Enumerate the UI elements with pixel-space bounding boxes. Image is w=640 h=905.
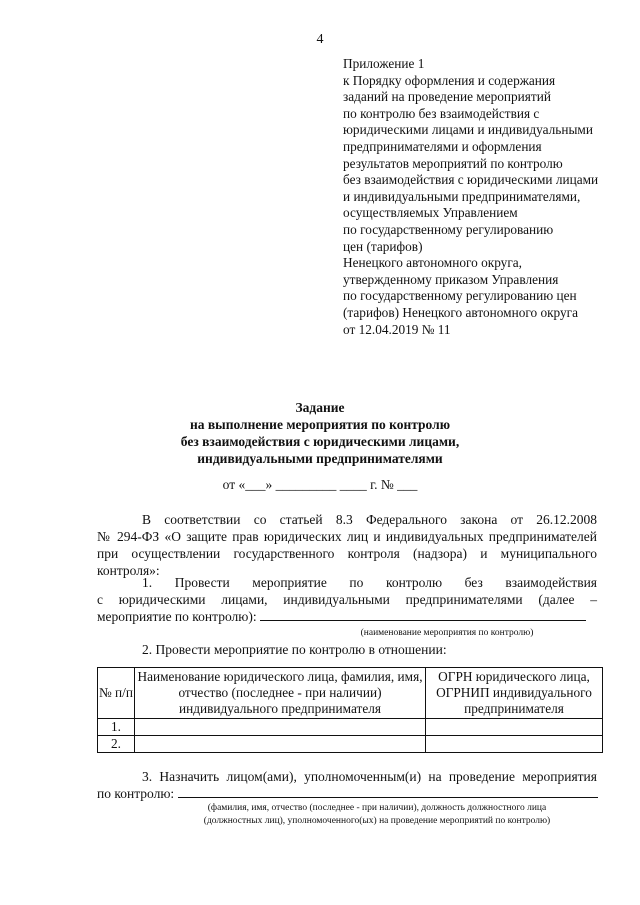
- item1-line: с юридическими лицами, индивидуальными предпринимателями (далее –: [97, 592, 597, 607]
- row-num: 1.: [98, 719, 135, 736]
- appendix-line: результатов мероприятий по контролю: [343, 155, 563, 171]
- persons-table: [97, 667, 603, 753]
- title-line: на выполнение мероприятия по контролю: [189, 417, 451, 432]
- authorized-persons-caption: [97, 802, 597, 828]
- appendix-line: (тарифов) Ненецкого автономного округа: [343, 304, 579, 320]
- appendix-line: юридическими лицами и индивидуальными: [343, 122, 593, 138]
- appendix-line: по государственному регулированию цен: [343, 288, 577, 304]
- title-line: индивидуальными предпринимателями: [197, 451, 443, 466]
- item-3: [97, 768, 597, 828]
- row-name-cell[interactable]: [135, 719, 426, 736]
- appendix-line: от 12.04.2019 № 11: [343, 321, 451, 337]
- caption-line: (фамилия, имя, отчество (последнее - при наличии), должность должностного лица: [207, 803, 547, 813]
- appendix-line: утвержденному приказом Управления: [343, 271, 559, 287]
- event-name-caption: (наименование мероприятия по контролю): [360, 628, 534, 638]
- appendix-line: цен (тарифов): [343, 238, 423, 254]
- authorized-persons-blank[interactable]: [178, 785, 598, 798]
- appendix-header: [343, 56, 623, 338]
- table-header-row: [98, 668, 603, 719]
- date-number-line: от «___» _________ ____ г. № ___: [222, 477, 418, 492]
- appendix-line: Приложение 1: [343, 56, 425, 71]
- appendix-line: заданий на проведение мероприятий: [343, 89, 551, 105]
- page-number: 4: [316, 32, 324, 47]
- header-num: № п/п: [98, 668, 135, 719]
- item-1: [97, 574, 597, 642]
- appendix-line: по контролю без взаимодействия с: [343, 105, 540, 121]
- appendix-line: и индивидуальными предпринимателями,: [343, 188, 581, 204]
- appendix-line: по государственному регулированию: [343, 221, 554, 237]
- appendix-line: осуществляемых Управлением: [343, 205, 518, 221]
- event-name-blank[interactable]: [260, 608, 586, 621]
- header-name: Наименование юридического лица, фамилия, имя, отчество (последнее - при наличии) индивидуального предпринимателя: [135, 668, 426, 719]
- appendix-line: предпринимателями и оформления: [343, 138, 542, 154]
- header-ogrn: ОГРН юридического лица, ОГРНИП индивидуального предпринимателя: [426, 668, 603, 719]
- appendix-line: Ненецкого автономного округа,: [343, 255, 522, 271]
- title-line: Задание: [295, 400, 345, 415]
- appendix-line: к Порядку оформления и содержания: [343, 72, 556, 88]
- table-row: [98, 736, 603, 753]
- item3-line: по контролю:: [97, 786, 175, 801]
- intro-paragraph: [97, 511, 597, 579]
- intro-line: № 294-ФЗ «О защите прав юридических лиц и индивидуальных предпринимателей: [97, 529, 597, 544]
- table-row: [98, 719, 603, 736]
- intro-line: при осуществлении государственного контроля (надзора) и муниципального: [97, 546, 597, 561]
- document-title: [0, 399, 640, 467]
- item3-line: 3. Назначить лицом(ами), уполномоченным(и) на проведение мероприятия: [142, 769, 597, 784]
- intro-line: контроля»:: [97, 563, 160, 578]
- row-ogrn-cell[interactable]: [426, 736, 603, 753]
- row-name-cell[interactable]: [135, 736, 426, 753]
- row-num: 2.: [98, 736, 135, 753]
- appendix-line: без взаимодействия с юридическими лицами: [343, 172, 599, 188]
- intro-line: В соответствии со статьей 8.3 Федерального закона от 26.12.2008: [142, 512, 597, 527]
- row-ogrn-cell[interactable]: [426, 719, 603, 736]
- title-line: без взаимодействия с юридическими лицами,: [180, 434, 460, 449]
- item1-line: мероприятие по контролю):: [97, 609, 257, 624]
- caption-line: (должностных лиц), уполномоченного(ых) на проведение мероприятий по контролю): [203, 816, 551, 826]
- item-2: 2. Провести мероприятие по контролю в отношении:: [142, 642, 447, 657]
- item1-line: 1. Провести мероприятие по контролю без взаимодействия: [142, 575, 597, 590]
